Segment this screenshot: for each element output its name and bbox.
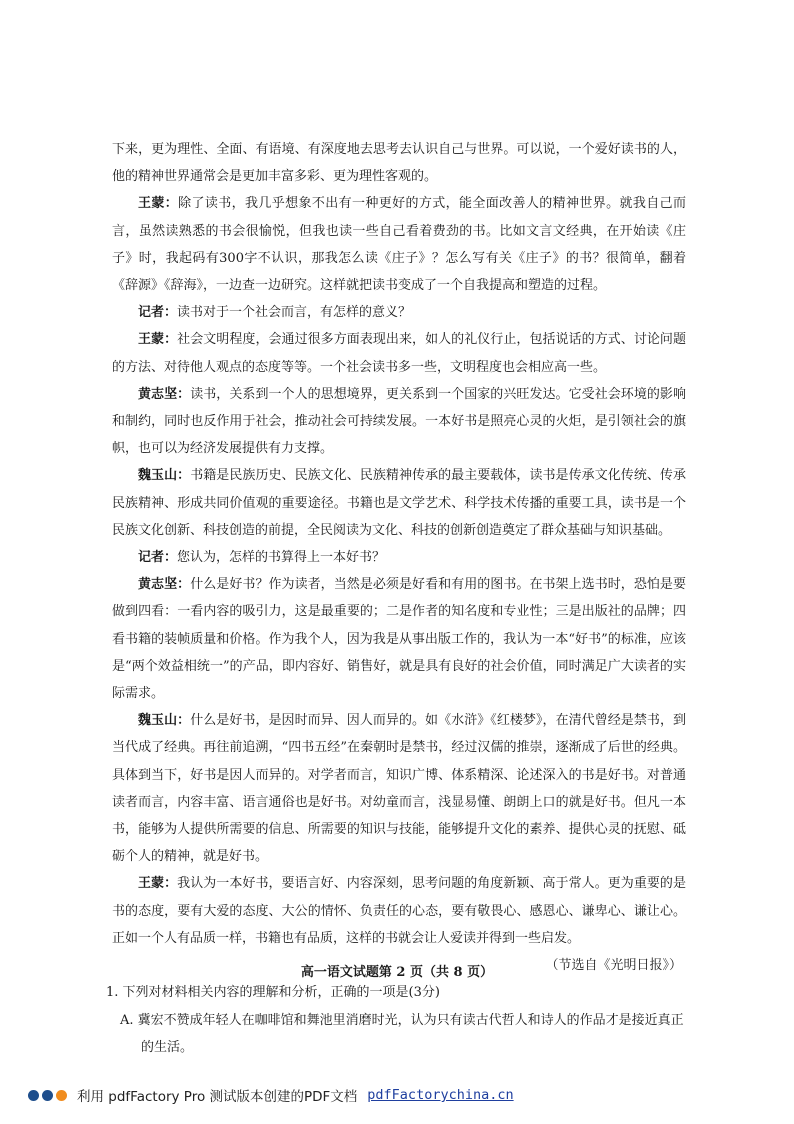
speaker-name: 王蒙： xyxy=(138,332,178,348)
article-source: （节选自《光明日报》） xyxy=(545,958,682,974)
pdf-logo-dots-icon xyxy=(28,1090,67,1101)
paragraph-text: 您认为，怎样的书算得上一本好书？ xyxy=(177,550,386,566)
question-stem: 1. 下列对材料相关内容的理解和分析，正确的一项是(3分) xyxy=(106,985,440,1001)
article-paragraph xyxy=(112,707,686,870)
paragraph-text: 除了读书，我几乎想象不出有一种更好的方式，能全面改善人的精神世界。就我自己而言，虽然读熟悉的书会很愉悦，但我也读一些自己看着费劲的书。比如文言文经典，在开始读《庄子》时，我起码有300字不认识，那我怎么读《庄子》？怎么写有关《庄子》的书？很简单，翻着《辞源》《辞海》，一边查一边研究。这样就把读书变成了一个自我提高和塑造的过程。 xyxy=(112,196,686,294)
paragraph-text: 下来，更为理性、全面、有语境、有深度地去思考去认识自己与世界。可以说，一个爱好读书的人，他的精神世界通常会是更加丰富多彩、更为理性客观的。 xyxy=(112,142,686,185)
paragraph-text: 书籍是民族历史、民族文化、民族精神传承的最主要载体，读书是传承文化传统、传承民族精神、形成共同价值观的重要途径。书籍也是文学艺术、科学技术传播的重要工具，读书是一个民族文化创新、科技创造的前提，全民阅读为文化、科技的创新创造奠定了群众基础与知识基础。 xyxy=(112,468,686,538)
paragraph-text: 读书，关系到一个人的思想境界，更关系到一个国家的兴旺发达。它受社会环境的影响和制约，同时也反作用于社会，推动社会可持续发展。一本好书是照亮心灵的火炬，是引领社会的旗帜，也可以为经济发展提供有力支撑。 xyxy=(112,386,686,457)
speaker-name: 记者： xyxy=(138,305,178,321)
article-paragraph xyxy=(112,136,686,190)
article-paragraph xyxy=(112,544,686,571)
pdf-banner-text: 利用 pdfFactory Pro 测试版本创建的PDF文档 xyxy=(77,1089,358,1105)
speaker-name: 黄志坚： xyxy=(138,577,191,593)
paragraph-text: 社会文明程度，会通过很多方面表现出来，如人的礼仪行止，包括说话的方式、讨论问题的方法、对待他人观点的态度等等。一个社会读书多一些，文明程度也会相应高一些。 xyxy=(112,332,686,375)
speaker-name: 王蒙： xyxy=(138,876,178,892)
article-paragraph xyxy=(112,326,686,380)
article-paragraph xyxy=(112,571,686,707)
article-paragraph xyxy=(112,870,686,952)
article-paragraph xyxy=(112,381,686,463)
paragraph-text: 读书对于一个社会而言，有怎样的意义？ xyxy=(177,305,412,321)
article-paragraphs xyxy=(112,136,686,952)
dot-3 xyxy=(56,1090,67,1101)
speaker-name: 黄志坚： xyxy=(138,386,191,402)
paragraph-text: 什么是好书，是因时而异、因人而异的。如《水浒》《红楼梦》，在清代曾经是禁书，到当代成了经典。再往前追溯，“四书五经”在秦朝时是禁书，经过汉儒的推崇，逐渐成了后世的经典。具体到当下，好书是因人而异的。对学者而言，知识广博、体系精深、论述深入的书是好书。对普通读者而言，内容丰富、语言通俗也是好书。对幼童而言，浅显易懂、朗朗上口的就是好书。但凡一本书，能够为人提供所需要的信息、所需要的知识与技能，能够提升文化的素养、提供心灵的抚慰、砥砺个人的精神，就是好书。 xyxy=(112,713,686,865)
paragraph-text: 什么是好书？作为读者，当然是必须是好看和有用的图书。在书架上选书时，恐怕是要做到四看：一看内容的吸引力，这是最重要的；二是作者的知名度和专业性；三是出版社的品牌；四看书籍的装帧质量和价格。作为我个人，因为我是从事出版工作的，我认为一本“好书”的标准，应该是“两个效益相统一”的产品，即内容好、销售好，就是具有良好的社会价值，同时满足广大读者的实际需求。 xyxy=(112,577,686,702)
question-option-a: A. 冀宏不赞成年轻人在咖啡馆和舞池里消磨时光，认为只有读古代哲人和诗人的作品才是接近真正的生活。 xyxy=(120,1012,684,1055)
speaker-name: 魏玉山： xyxy=(138,713,191,729)
dot-1 xyxy=(28,1090,39,1101)
document-body xyxy=(106,136,686,1061)
dot-2 xyxy=(42,1090,53,1101)
speaker-name: 王蒙： xyxy=(138,196,179,212)
pdf-banner-link[interactable]: pdfFactorychina.cn xyxy=(367,1087,514,1103)
pdf-watermark-banner xyxy=(28,1083,514,1107)
article-paragraph xyxy=(112,190,686,299)
page-number-footer: 高一语文试题第 2 页（共 8 页） xyxy=(300,965,494,980)
article-paragraph xyxy=(112,299,686,326)
article-paragraph xyxy=(112,462,686,544)
paragraph-text: 我认为一本好书，要语言好、内容深刻，思考问题的角度新颖、高于常人。更为重要的是书的态度，要有大爱的态度、大公的情怀、负责任的心态，要有敬畏心、感恩心、谦卑心、谦让心。正如一个人有品质一样，书籍也有品质，这样的书就会让人爱读并得到一些启发。 xyxy=(112,876,686,946)
speaker-name: 记者： xyxy=(138,550,178,566)
speaker-name: 魏玉山： xyxy=(138,468,191,484)
